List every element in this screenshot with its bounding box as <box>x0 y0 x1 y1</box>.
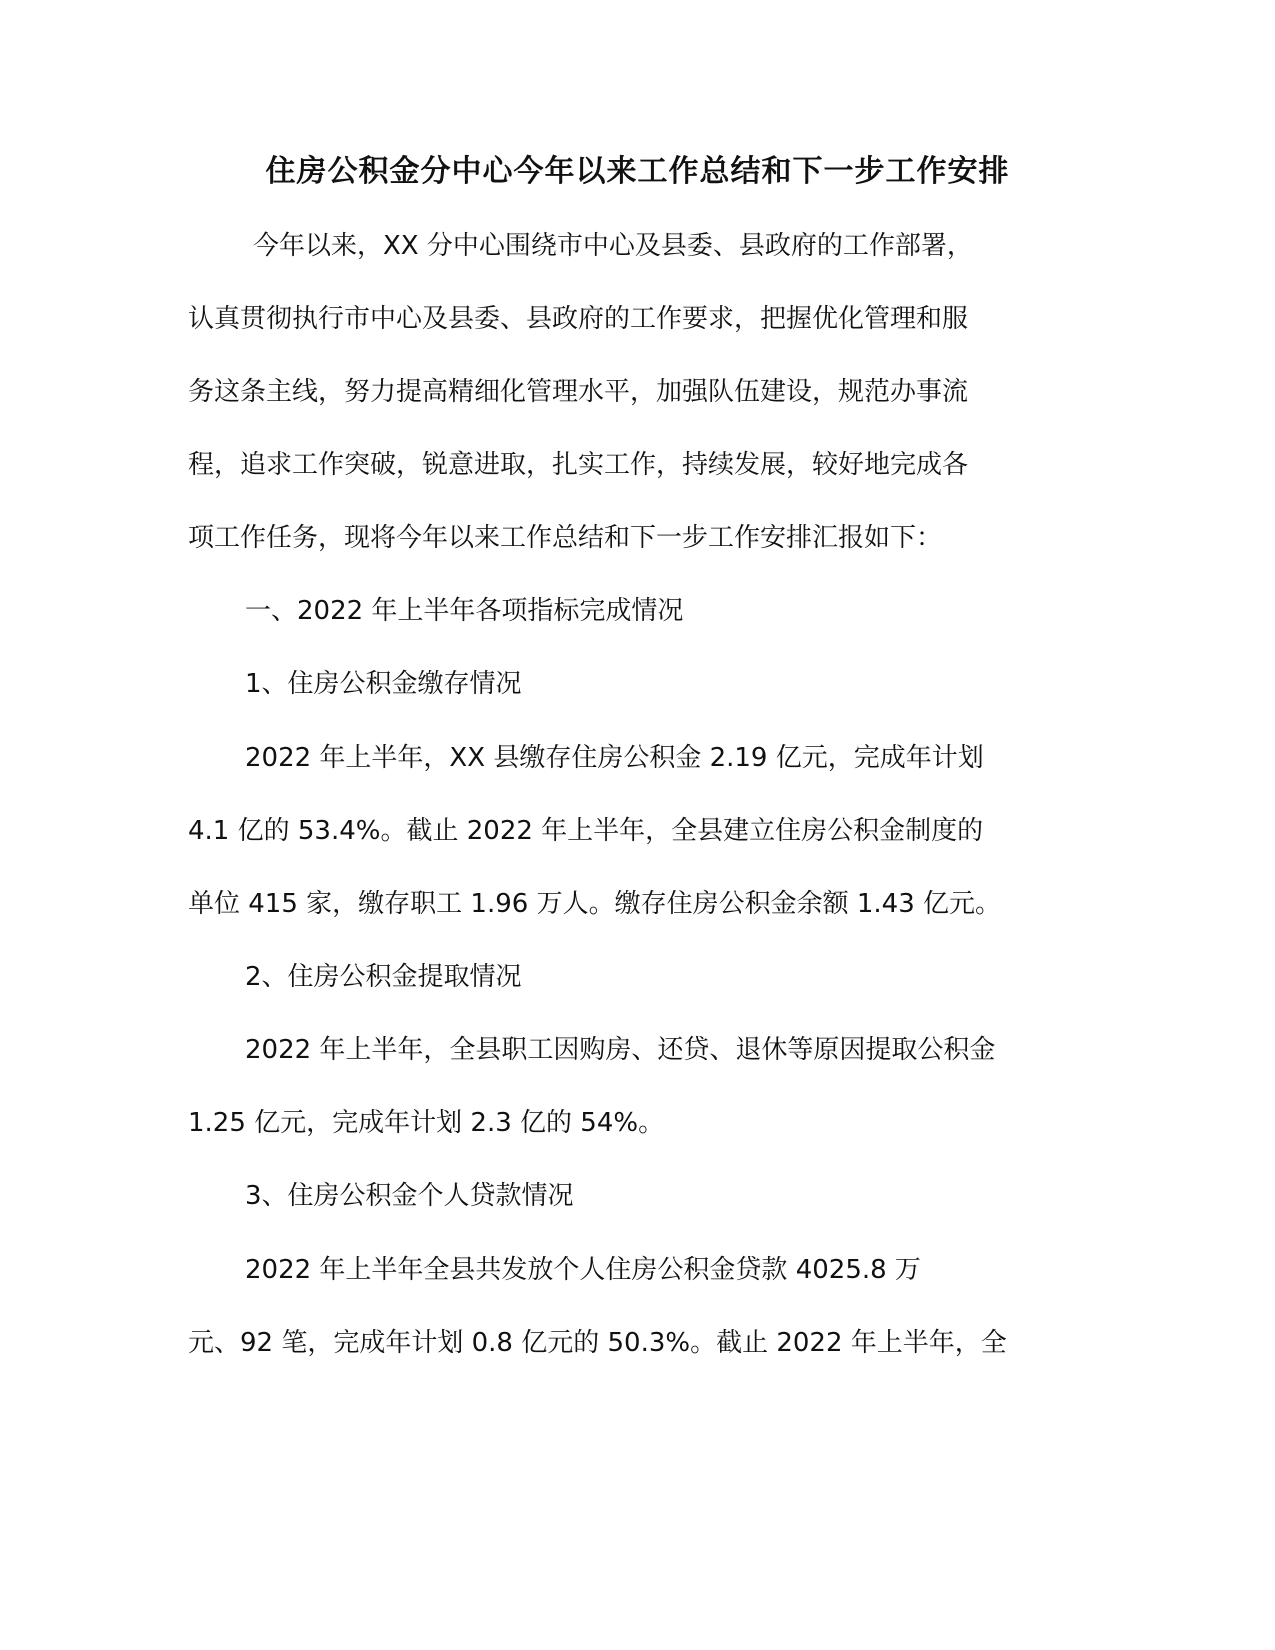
section-heading: 一、2022 年上半年各项指标完成情况 <box>245 596 684 626</box>
paragraph-line: 2022 年上半年，XX 县缴存住房公积金 2.19 亿元，完成年计划 <box>245 743 984 773</box>
paragraph-line: 单位 415 家，缴存职工 1.96 万人。缴存住房公积金余额 1.43 亿元。 <box>188 889 1001 919</box>
paragraph-line: 务这条主线，努力提高精细化管理水平，加强队伍建设，规范办事流 <box>188 377 969 407</box>
paragraph-line: 1.25 亿元，完成年计划 2.3 亿的 54%。 <box>188 1108 665 1138</box>
paragraph-line: 2022 年上半年全县共发放个人住房公积金贷款 4025.8 万 <box>245 1255 921 1285</box>
document-title: 住房公积金分中心今年以来工作总结和下一步工作安排 <box>265 154 1010 189</box>
paragraph-line: 4.1 亿的 53.4%。截止 2022 年上半年，全县建立住房公积金制度的 <box>188 816 984 846</box>
paragraph-line: 2022 年上半年，全县职工因购房、还贷、退休等原因提取公积金 <box>245 1035 996 1065</box>
subsection-heading: 1、住房公积金缴存情况 <box>245 669 522 699</box>
subsection-heading: 3、住房公积金个人贷款情况 <box>245 1181 574 1211</box>
subsection-heading: 2、住房公积金提取情况 <box>245 962 522 992</box>
paragraph-line: 今年以来，XX 分中心围绕市中心及县委、县政府的工作部署， <box>253 231 973 261</box>
paragraph-line: 认真贯彻执行市中心及县委、县政府的工作要求，把握优化管理和服 <box>188 304 969 334</box>
paragraph-line: 元、92 笔，完成年计划 0.8 亿元的 50.3%。截止 2022 年上半年，全 <box>188 1328 1007 1358</box>
paragraph-line: 程，追求工作突破，锐意进取，扎实工作，持续发展，较好地完成各 <box>188 450 969 480</box>
paragraph-line: 项工作任务，现将今年以来工作总结和下一步工作安排汇报如下： <box>188 523 943 553</box>
